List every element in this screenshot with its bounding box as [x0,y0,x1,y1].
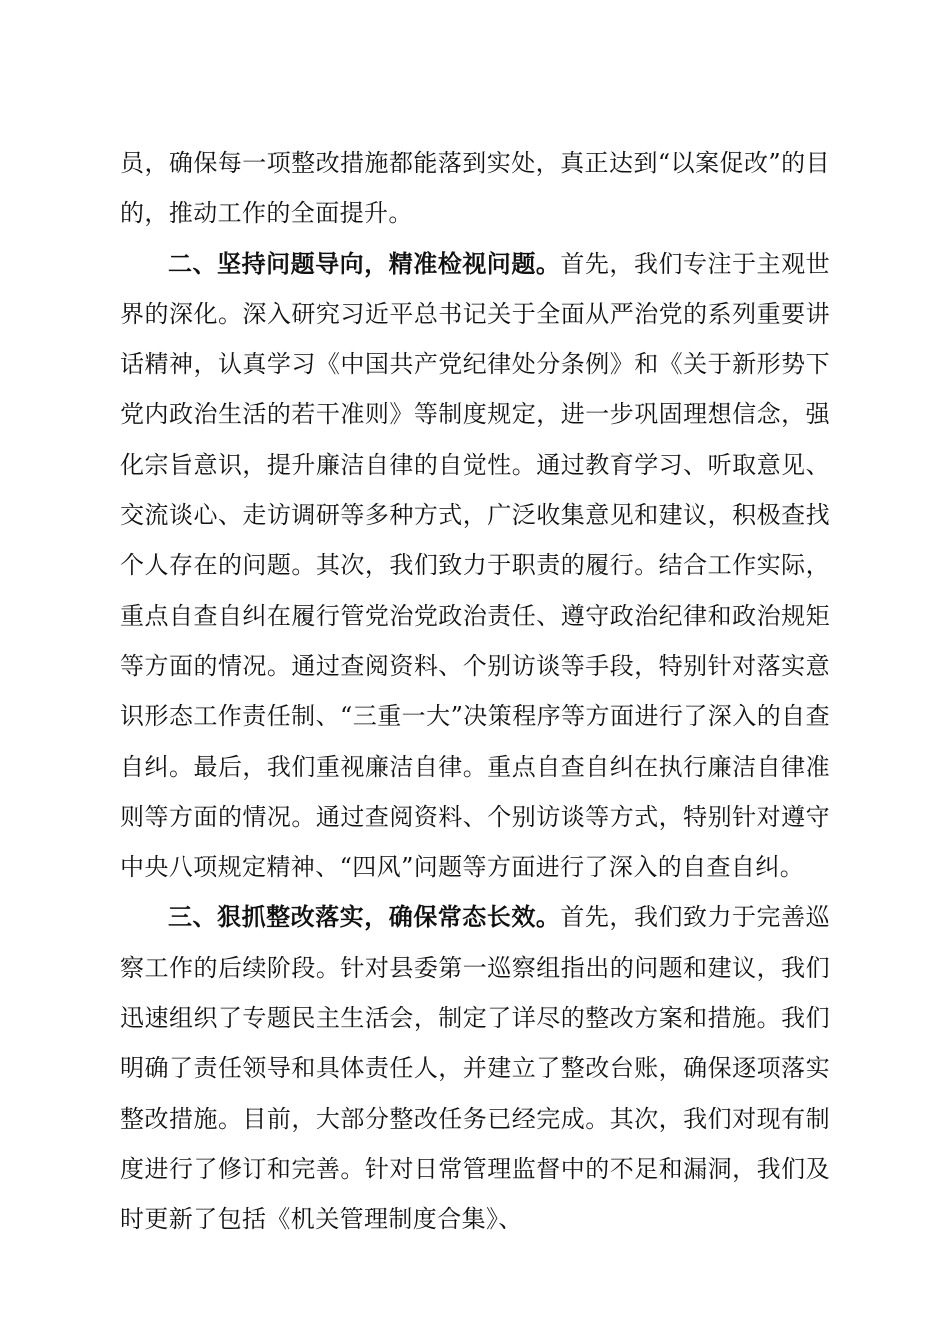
paragraph-text: 首先，我们致力于完善巡察工作的后续阶段。针对县委第一巡察组指出的问题和建议，我们迅速组织了专题民主生活会，制定了详尽的整改方案和措施。我们明确了责任领导和具体责任人，并建立了整改台账，确保逐项落实整改措施。目前，大部分整改任务已经完成。其次，我们对现有制度进行了修订和完善。针对日常管理监督中的不足和漏洞，我们及时更新了包括《机关管理制度合集》、 [120,903,831,1234]
paragraph-text: 员，确保每一项整改措施都能落到实处，真正达到“以案促改”的目的，推动工作的全面提升。 [120,149,830,228]
document-body [120,138,830,1245]
paragraph-continuation [120,138,830,239]
section-heading: 二、坚持问题导向，精准检视问题。 [168,249,561,278]
paragraph-section-three [120,892,830,1244]
section-heading: 三、狠抓整改落实，确保常态长效。 [168,903,561,932]
paragraph-text: 首先，我们专注于主观世界的深化。深入研究习近平总书记关于全面从严治党的系列重要讲话精神，认真学习《中国共产党纪律处分条例》和《关于新形势下党内政治生活的若干准则》等制度规定，进一步巩固理想信念，强化宗旨意识，提升廉洁自律的自觉性。通过教育学习、听取意见、交流谈心、走访调研等多种方式，广泛收集意见和建议，积极查找个人存在的问题。其次，我们致力于职责的履行。结合工作实际，重点自查自纠在履行管党治党政治责任、遵守政治纪律和政治规矩等方面的情况。通过查阅资料、个别访谈等手段，特别针对落实意识形态工作责任制、“三重一大”决策程序等方面进行了深入的自查自纠。最后，我们重视廉洁自律。重点自查自纠在执行廉洁自律准则等方面的情况。通过查阅资料、个别访谈等方式，特别针对遵守中央八项规定精神、“四风”问题等方面进行了深入的自查自纠。 [120,249,831,882]
paragraph-section-two [120,239,830,893]
